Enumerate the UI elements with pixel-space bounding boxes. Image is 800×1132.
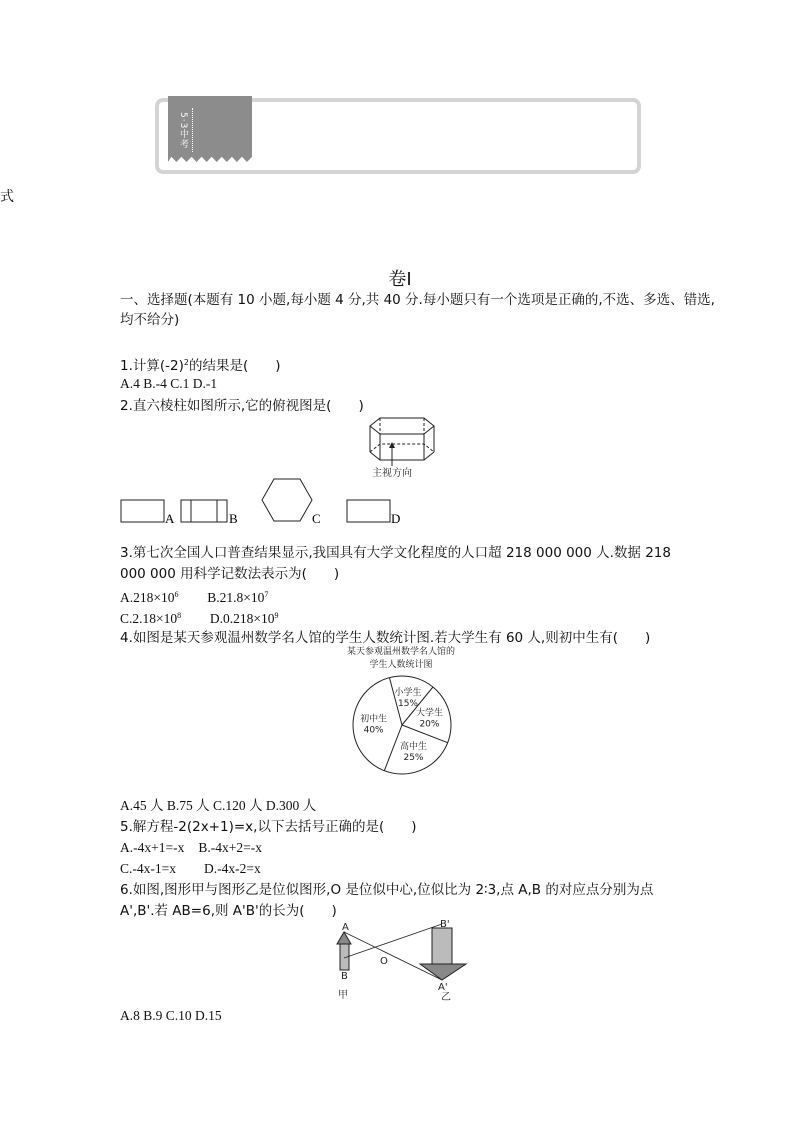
- question-6-stem-line2: A',B'.若 AB=6,则 A'B'的长为( ): [120, 903, 337, 919]
- q1-exponent: 2: [183, 358, 189, 367]
- chart-title-line1: 某天参观温州数学名人馆的: [346, 647, 456, 657]
- hexagonal-prism-figure: [362, 414, 442, 480]
- option-b-label: B: [229, 511, 238, 526]
- option-a-label: A: [165, 511, 175, 526]
- pie-category-label: 小学生: [394, 688, 422, 699]
- section-instruction-line2: 均不给分): [120, 312, 180, 328]
- pie-chart: [330, 645, 470, 775]
- q5-option-a: A.-4x+1=-x: [120, 840, 185, 855]
- question-3-options-row2: [120, 606, 279, 629]
- question-5-options-row1: [120, 838, 262, 858]
- question-2-stem: 2.直六棱柱如图所示,它的俯视图是( ): [120, 398, 364, 414]
- option-c-shape: [262, 479, 312, 521]
- option-a-shape: [121, 500, 164, 522]
- pie-percent-label: 40%: [363, 725, 384, 736]
- point-a-prime-label: A': [438, 982, 448, 993]
- question-3-stem-line2: 000 000 用科学记数法表示为( ): [120, 566, 340, 582]
- q5-option-b: B.-4x+2=-x: [198, 840, 262, 855]
- option-d-shape: [347, 500, 390, 522]
- section-instruction-line1: 一、选择题(本题有 10 小题,每小题 4 分,共 40 分.每小题只有一个选项是正确的,不选、多选、错选,: [120, 292, 715, 308]
- chart-title-line2: 学生人数统计图: [369, 660, 433, 670]
- q1-stem-b: 的结果是( ): [188, 358, 281, 374]
- question-5-stem: 5.解方程-2(2x+1)=x,以下去括号正确的是( ): [120, 819, 417, 835]
- question-1-stem: [120, 353, 281, 376]
- q3-option-c: $C.2.18\times 10^8$: [120, 611, 182, 626]
- similar-figures-diagram: [322, 918, 482, 1006]
- q5-option-d: D.-4x-2=x: [203, 861, 261, 876]
- q3-option-d: $D.0.218\times 10^9$: [209, 611, 279, 626]
- point-o-label: O: [380, 956, 388, 967]
- view-direction-caption: 主视方向: [372, 468, 412, 479]
- figure-yi-label: 乙: [441, 992, 451, 1003]
- option-d-label: D: [391, 511, 401, 526]
- top-view-options-figure: [118, 476, 418, 528]
- point-b-label: B: [341, 971, 348, 982]
- question-5-options-row2: [120, 859, 261, 879]
- question-6-stem-line1: 6.如图,图形甲与图形乙是位似图形,O 是位似中心,位似比为 2∶3,点 A,B 的对应点分别为点: [120, 882, 654, 898]
- option-b-shape: [181, 500, 227, 522]
- side-fragment-text: 式: [0, 189, 14, 205]
- question-6-options: A.8 B.9 C.10 D.15: [120, 1008, 222, 1023]
- point-b-prime-label: B': [440, 919, 450, 930]
- pie-category-label: 高中生: [399, 741, 427, 752]
- question-3-options-row1: [120, 585, 268, 608]
- question-1-options: A.4 B.-4 C.1 D.-1: [120, 376, 218, 391]
- figure-jia-label: 甲: [338, 990, 348, 1001]
- banner-tab-label: 5·3中考: [178, 112, 188, 150]
- point-a-label: A: [342, 922, 349, 933]
- pie-percent-label: 15%: [397, 699, 418, 710]
- pie-percent-label: 20%: [419, 719, 440, 730]
- pie-percent-label: 25%: [403, 752, 424, 763]
- volume-title: 卷Ⅰ: [388, 269, 412, 290]
- pie-category-label: 大学生: [415, 708, 443, 719]
- q3-option-b: $B.21.8\times 10^7$: [207, 590, 269, 605]
- q1-stem-a: 1.计算(-2): [120, 358, 184, 374]
- pie-category-label: 初中生: [360, 714, 388, 725]
- q3-option-a: $A.218\times 10^6$: [120, 590, 179, 605]
- option-c-label: C: [312, 511, 321, 526]
- question-3-stem-line1: 3.第七次全国人口普查结果显示,我国具有大学文化程度的人口超 218 000 000 人.数据 218: [120, 545, 671, 561]
- q5-option-c: C.-4x-1=x: [120, 861, 176, 876]
- question-4-options: A.45 人 B.75 人 C.120 人 D.300 人: [120, 798, 317, 813]
- banner-dotted-line: [192, 108, 193, 152]
- question-4-stem: 4.如图是某天参观温州数学名人馆的学生人数统计图.若大学生有 60 人,则初中生有( ): [120, 630, 651, 646]
